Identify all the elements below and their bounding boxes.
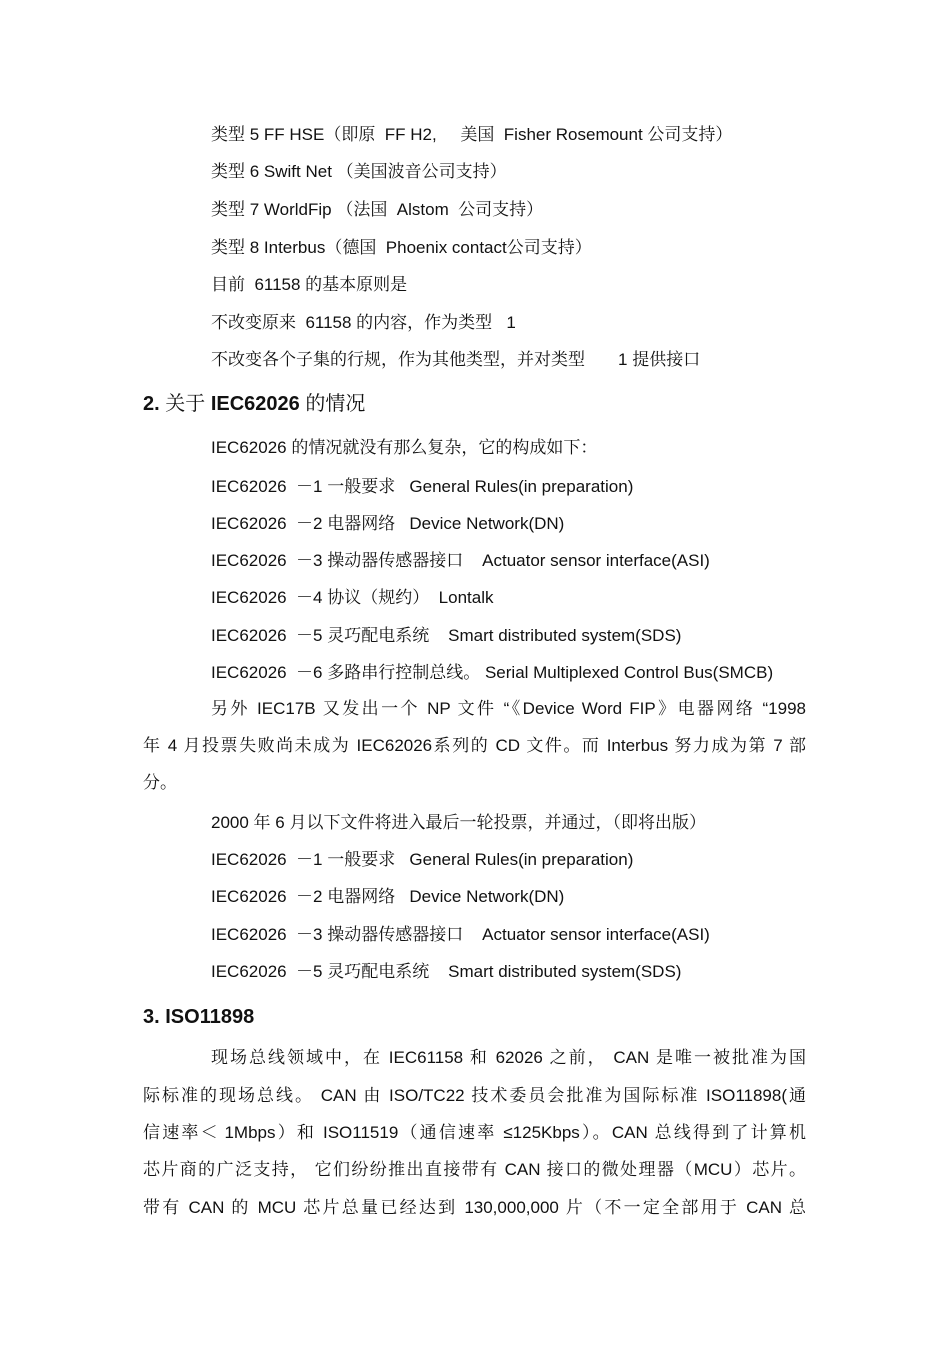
iec62026-intro-line: IEC62026 的情况就没有那么复杂，它的构成如下： (211, 438, 598, 457)
can-paragraph-line-4: 芯片商的广泛支持， 它们纷纷推出直接带有 CAN 接口的微处理器（MCU）芯片。 (143, 1160, 806, 1179)
can-paragraph-line-1: 现场总线领域中，在 IEC61158 和 62026 之前， CAN 是唯一被批准为国 (211, 1048, 806, 1067)
heading-post: 的情况 (299, 393, 366, 415)
vote-part-1: IEC62026 －1 一般要求 General Rules(in preparation) (211, 850, 634, 869)
heading-code: IEC62026 (210, 393, 300, 415)
vote-2000-line: 2000 年 6 月以下文件将进入最后一轮投票，并通过，（即将出版） (211, 813, 706, 832)
type-7-line: 类型 7 WorldFip （法国 Alstom 公司支持） (211, 200, 544, 219)
principle-line-1: 不改变原来 61158 的内容，作为类型 1 (211, 313, 516, 332)
principle-intro-line: 目前 61158 的基本原则是 (211, 275, 408, 294)
vote-part-5: IEC62026 －5 灵巧配电系统 Smart distributed system(SDS) (211, 962, 682, 981)
iec62026-part-1: IEC62026 －1 一般要求 General Rules(in preparation) (211, 477, 634, 496)
iec62026-part-6: IEC62026 －6 多路串行控制总线。 Serial Multiplexed Control Bus(SMCB) (211, 663, 774, 682)
iec62026-part-5: IEC62026 －5 灵巧配电系统 Smart distributed system(SDS) (211, 626, 682, 645)
heading-number: 2. (143, 393, 160, 415)
can-paragraph-line-3: 信速率＜ 1Mbps）和 ISO11519（通信速率 ≤125Kbps）。CAN 总线得到了计算机 (143, 1123, 806, 1142)
heading-pre: 关于 (165, 393, 211, 415)
iec62026-part-4: IEC62026 －4 协议（规约） Lontalk (211, 588, 494, 607)
np-paragraph-line-2: 年 4 月投票失败尚未成为 IEC62026系列的 CD 文件。而 Interbus 努力成为第 7 部 (143, 736, 806, 755)
np-paragraph-line-1: 另外 IEC17B 又发出一个 NP 文件 “《Device Word FIP》电器网络 “1998 (211, 699, 806, 718)
type-6-line: 类型 6 Swift Net （美国波音公司支持） (211, 162, 507, 181)
section-heading-3: 3. ISO11898 (143, 1006, 255, 1028)
type-8-line: 类型 8 Interbus（德国 Phoenix contact公司支持） (211, 238, 592, 257)
section-heading-2 (143, 393, 365, 415)
vote-part-2: IEC62026 －2 电器网络 Device Network(DN) (211, 887, 565, 906)
np-paragraph-line-3: 分。 (143, 773, 177, 792)
can-paragraph-line-5: 带有 CAN 的 MCU 芯片总量已经达到 130,000,000 片（不一定全部用于 CAN 总 (143, 1198, 806, 1217)
iec62026-part-2: IEC62026 －2 电器网络 Device Network(DN) (211, 514, 565, 533)
vote-part-3: IEC62026 －3 操动器传感器接口 Actuator sensor interface(ASI) (211, 925, 710, 944)
can-paragraph-line-2: 际标准的现场总线。 CAN 由 ISO/TC22 技术委员会批准为国际标准 ISO11898(通 (143, 1086, 806, 1105)
type-5-line: 类型 5 FF HSE（即原 FF H2, 美国 Fisher Rosemount 公司支持） (211, 125, 733, 144)
iec62026-part-3: IEC62026 －3 操动器传感器接口 Actuator sensor interface(ASI) (211, 551, 710, 570)
principle-line-2: 不改变各个子集的行规，作为其他类型，并对类型 1 提供接口 (211, 350, 701, 369)
